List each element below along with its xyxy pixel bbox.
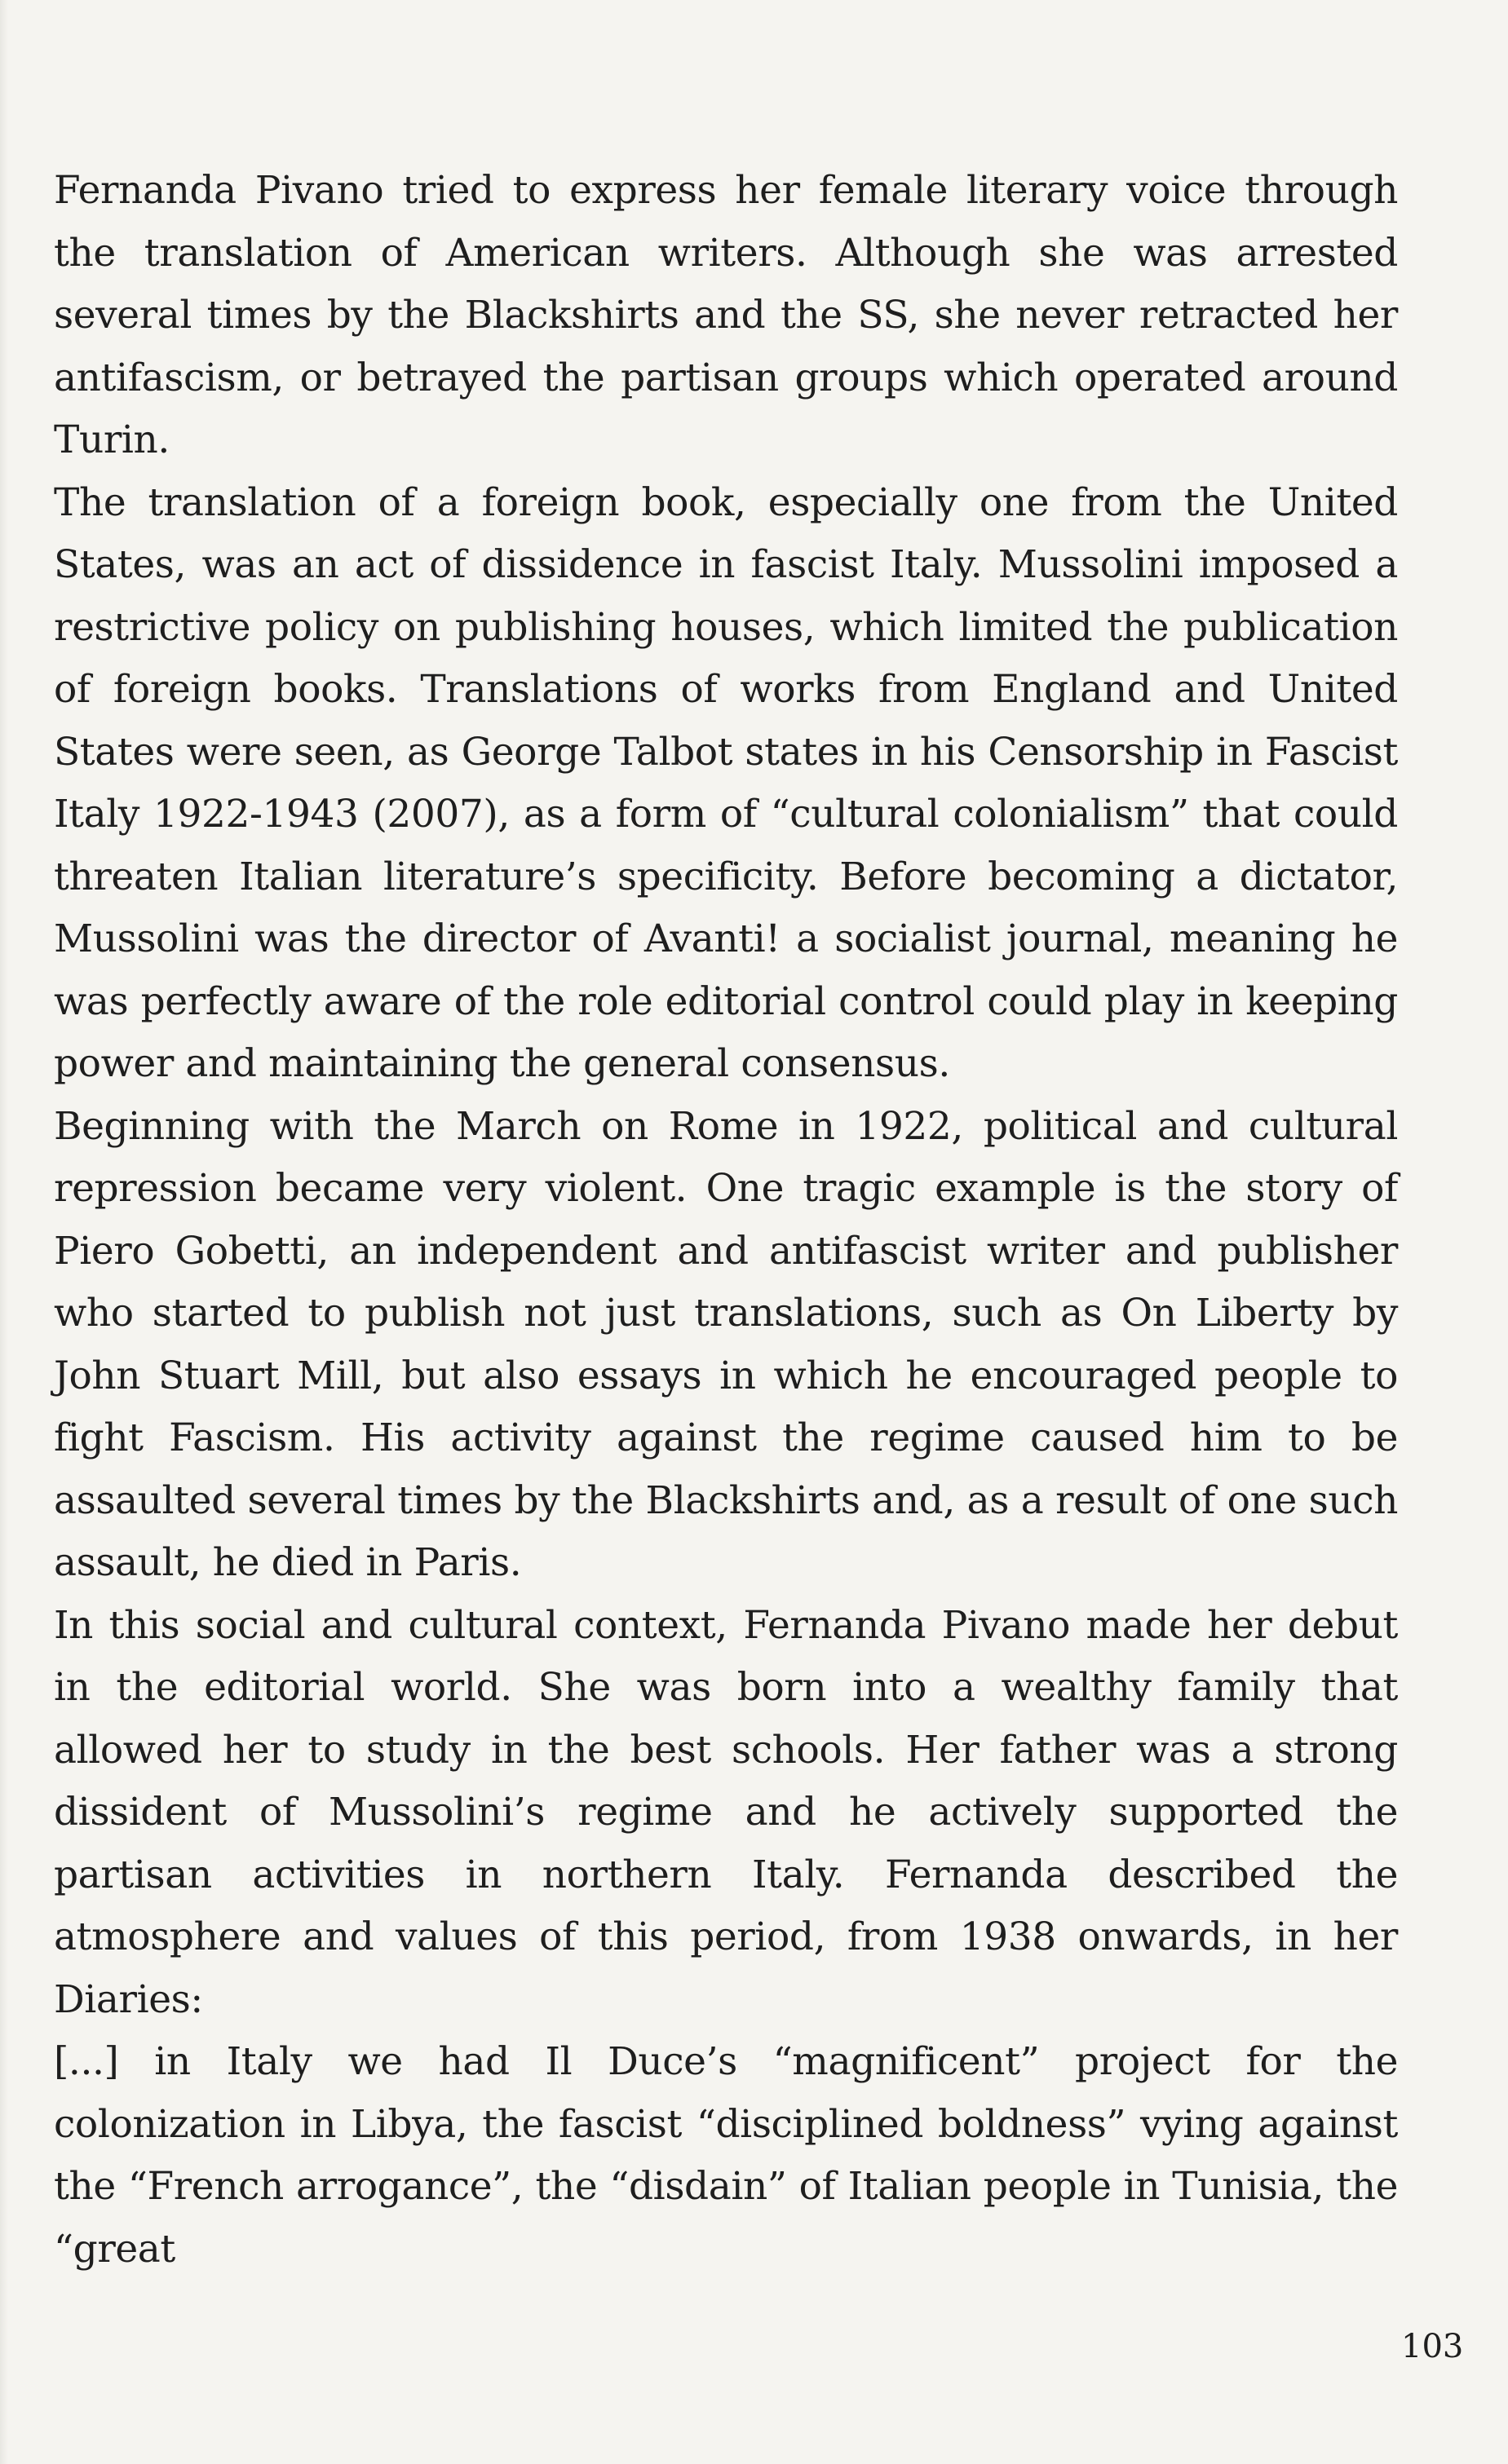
paragraph-4: In this social and cultural context, Fernanda Pivano made her debut in the editorial world. She was born into a wealthy family that allowed her to study in the best schools. Her father was a strong dissident of Mussolini’s regime and he actively supported the partisan activities in northern Italy. Fernanda described the atmosphere and values of this period, from 1938 onwards, in her Diaries: xyxy=(54,1602,1398,2022)
paragraph-1: Fernanda Pivano tried to express her female literary voice through the translation of American writers. Although she was arrested several times by the Blackshirts and the SS, she never retracted her antifascism, or betrayed the partisan groups which operated around Turin. xyxy=(54,168,1398,462)
paragraph-3: Beginning with the March on Rome in 1922, political and cultural repression became very violent. One tragic example is the story of Piero Gobetti, an independent and antifascist writer and publisher who started to publish not just translations, such as On Liberty by John Stuart Mill, but also essays in which he encouraged people to fight Fascism. His activity against the regime caused him to be assaulted several times by the Blackshirts and, as a result of one such assault, he died in Paris. xyxy=(54,1103,1398,1585)
paragraph-2: The translation of a foreign book, especially one from the United States, was an act of dissidence in fascist Italy. Mussolini imposed a restrictive policy on publishing houses, which limited the publication of foreign books. Translations of works from England and United States were seen, as George Talbot states in his Censorship in Fascist Italy 1922-1943 (2007), as a form of “cultural colonialism” that could threaten Italian literature’s specificity. Before becoming a dictator, Mussolini was the director of Avanti! a socialist journal, meaning he was perfectly aware of the role editorial control could play in keeping power and maintaining the general consensus. xyxy=(54,479,1398,1086)
body-text xyxy=(54,160,1398,2281)
block-quote: [...] in Italy we had Il Duce’s “magnificent” project for the colonization in Libya, the fascist “disciplined boldness” vying against the “French arrogance”, the “disdain” of Italian people in Tunisia, the “great xyxy=(54,2039,1398,2272)
page-number: 103 xyxy=(1401,2328,1464,2365)
page-edge-shadow xyxy=(0,0,8,2464)
